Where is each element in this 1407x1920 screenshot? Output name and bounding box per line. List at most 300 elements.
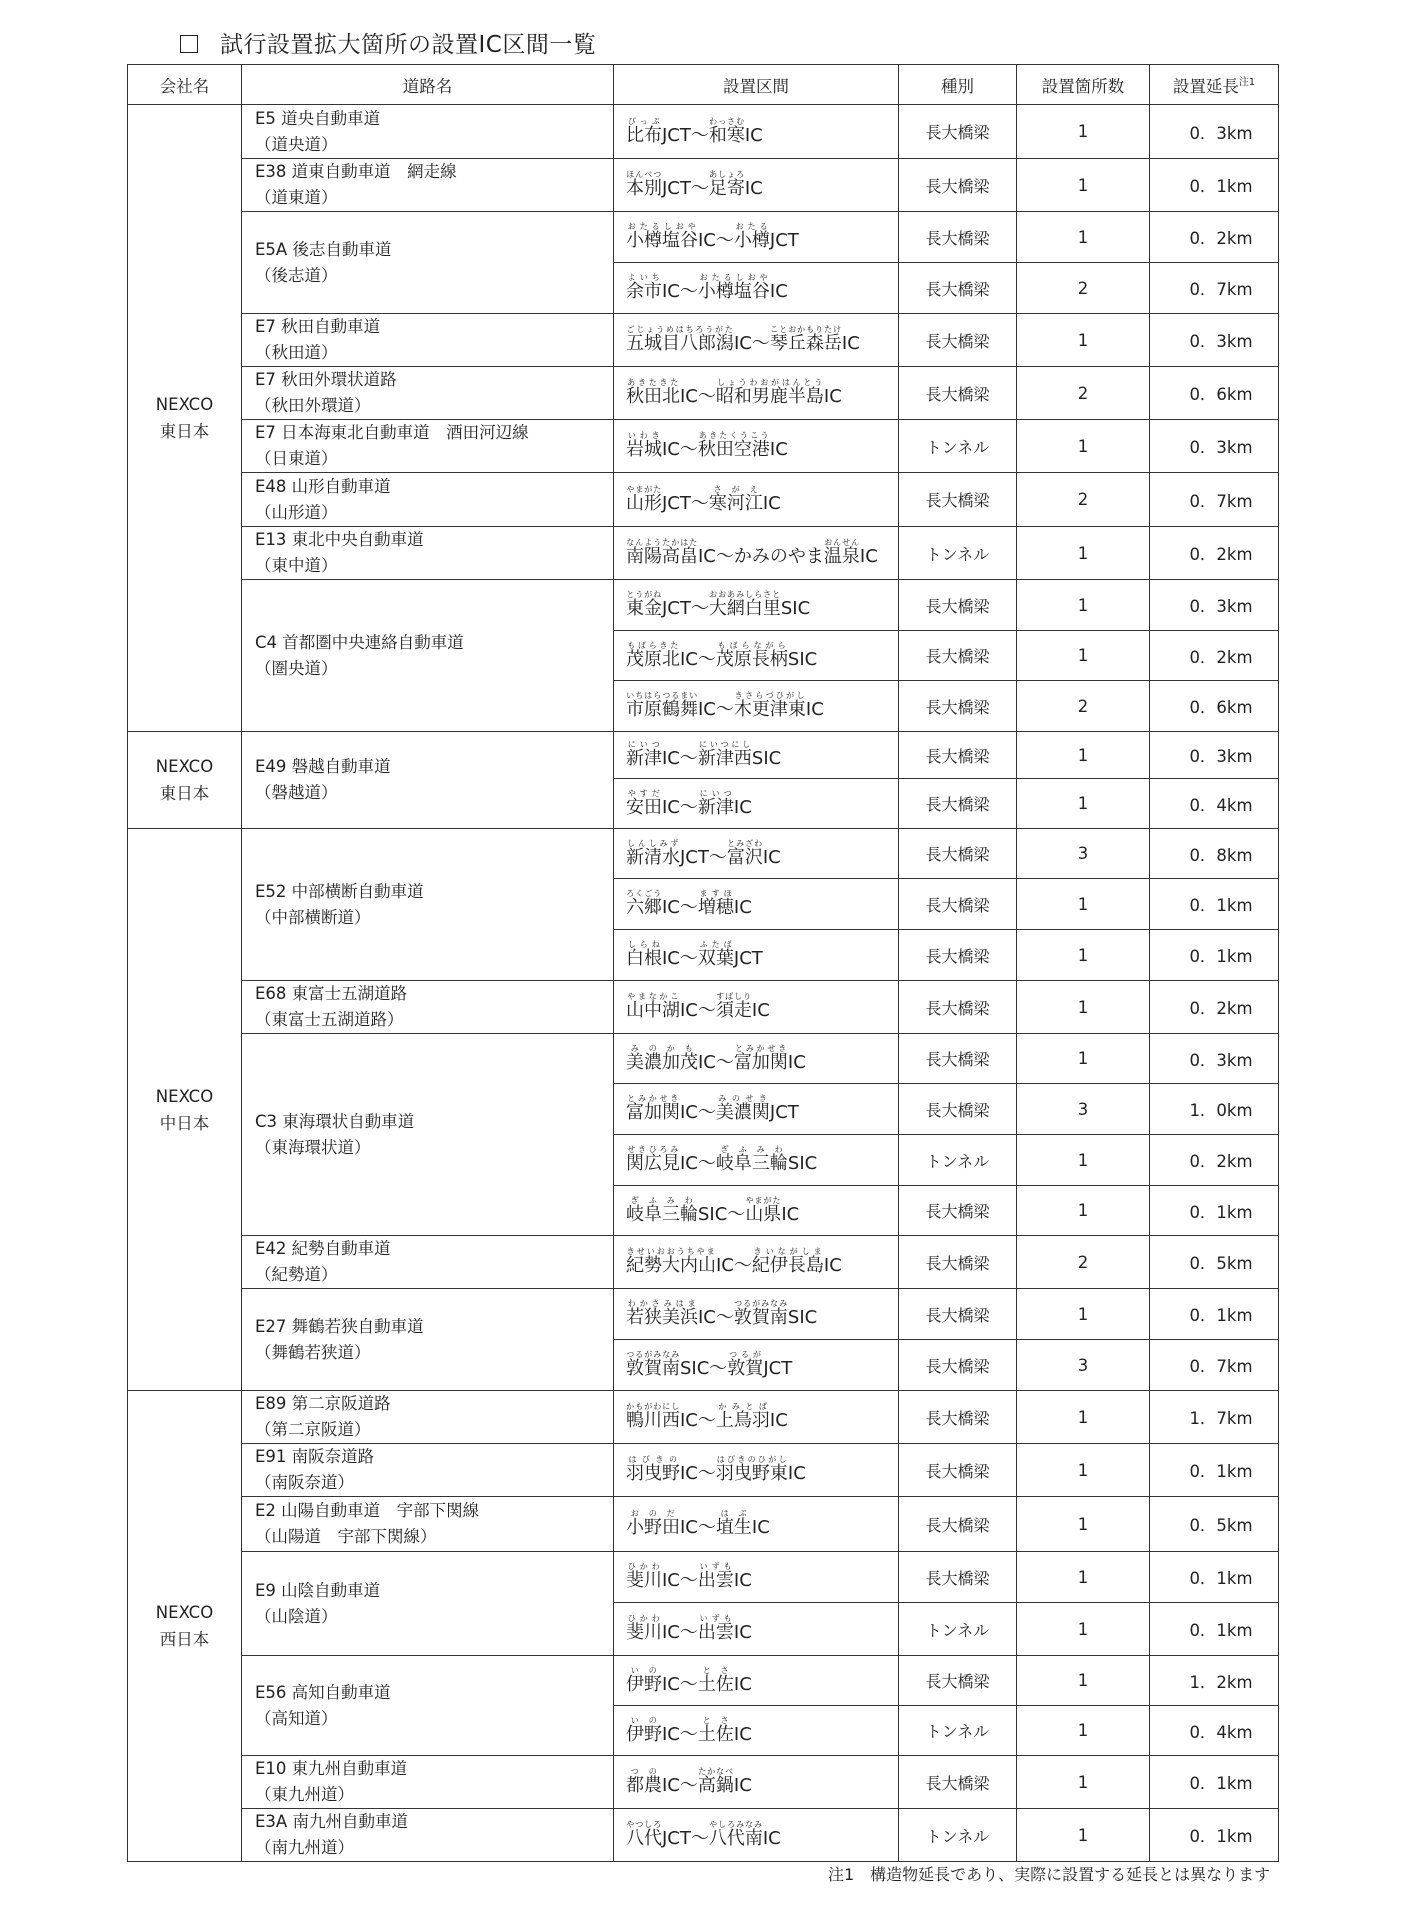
length-cell: 1．2km	[1150, 1656, 1279, 1706]
section-connector: SIC	[780, 598, 811, 619]
section-cell	[614, 1135, 899, 1186]
section-connector: SIC	[787, 1153, 818, 1174]
place-name	[715, 1509, 752, 1538]
place-name	[697, 1767, 734, 1796]
section-connector: IC～	[716, 1255, 752, 1276]
table-row	[128, 1552, 1279, 1603]
place-name	[697, 1715, 734, 1745]
section-connector: SIC	[751, 748, 782, 769]
section-cell	[614, 1289, 899, 1340]
place-reading: つるがみなみ	[733, 1299, 788, 1308]
section-connector: IC～	[662, 1622, 698, 1643]
section-cell	[614, 1391, 899, 1444]
place-name	[626, 1145, 680, 1174]
section-connector: IC～	[680, 1153, 716, 1174]
place-name	[626, 1562, 662, 1591]
length-cell: 1．7km	[1150, 1391, 1279, 1444]
section-connector: JCT	[769, 230, 799, 251]
count-cell: 2	[1017, 1236, 1150, 1289]
road-short-name: （磐越道）	[255, 783, 338, 802]
place-name	[626, 838, 680, 868]
table-row	[128, 1236, 1279, 1289]
place-reading: にいつにし	[697, 740, 752, 749]
place-reading: いずも	[697, 1614, 734, 1623]
place-reading: きいながしま	[751, 1247, 824, 1256]
type-cell: 長大橋梁	[899, 1656, 1017, 1706]
place-kanji: 羽曳野東	[715, 1463, 788, 1484]
header-length-label: 設置延長	[1172, 76, 1239, 96]
count-cell: 2	[1017, 367, 1150, 420]
place-name	[626, 1715, 662, 1745]
road-short-name: （日東道）	[255, 449, 338, 468]
section-text	[626, 222, 799, 252]
count-cell: 1	[1017, 779, 1150, 829]
table-row	[128, 105, 1279, 159]
table-row	[128, 981, 1279, 1034]
place-reading: きせいおおうちやま	[626, 1247, 716, 1256]
section-connector: JCT～	[662, 598, 709, 619]
road-short-name: （東富士五湖道路）	[255, 1010, 404, 1029]
section-connector: IC～	[680, 648, 716, 670]
section-text	[626, 889, 752, 919]
road-short-name: （紀勢道）	[255, 1265, 338, 1284]
count-cell: 1	[1017, 879, 1150, 930]
length-cell: 0．4km	[1150, 1706, 1279, 1756]
section-connector: JCT～	[662, 178, 709, 199]
company-line: 中日本	[159, 1113, 210, 1133]
place-kanji: 出雲	[697, 1622, 734, 1643]
section-text	[626, 691, 824, 721]
count-cell: 1	[1017, 159, 1150, 212]
place-kanji: 上鳥羽	[715, 1410, 770, 1431]
length-cell: 0．3km	[1150, 580, 1279, 631]
place-name	[626, 889, 662, 918]
section-cell	[614, 1656, 899, 1706]
square-bullet-icon	[180, 35, 198, 53]
place-reading: きさらづひがし	[733, 691, 806, 700]
place-kanji: 岐阜三輪	[626, 1203, 698, 1225]
length-cell: 0．1km	[1150, 1603, 1279, 1656]
table-row	[128, 367, 1279, 420]
road-cell	[242, 829, 614, 981]
place-kanji: 羽曳野	[626, 1463, 680, 1484]
place-reading: はびきのひがし	[715, 1455, 788, 1464]
place-reading: しんしみず	[626, 838, 680, 848]
road-cell	[242, 159, 614, 212]
place-name	[697, 431, 770, 460]
count-cell: 1	[1017, 631, 1150, 681]
section-cell	[614, 1809, 899, 1862]
road-name: E68 東富士五湖道路	[255, 984, 408, 1003]
place-kanji: 大網白里	[708, 598, 781, 619]
place-name	[626, 1614, 662, 1643]
ic-section-table	[127, 64, 1279, 1862]
section-connector: IC～	[662, 897, 698, 918]
place-name	[715, 992, 752, 1021]
section-connector: IC～	[734, 333, 770, 354]
road-cell	[242, 1497, 614, 1552]
section-connector: IC	[787, 1463, 806, 1484]
place-name	[626, 691, 698, 720]
place-kanji: 昭和男鹿半島	[715, 386, 824, 407]
section-cell	[614, 829, 899, 879]
count-cell: 1	[1017, 1186, 1150, 1236]
road-name: C3 東海環状自動車道	[255, 1111, 415, 1131]
count-cell: 1	[1017, 1391, 1150, 1444]
place-name	[626, 740, 662, 769]
place-reading: もばらきた	[626, 640, 680, 650]
type-cell: 長大橋梁	[899, 1444, 1017, 1497]
length-cell: 0．1km	[1150, 1289, 1279, 1340]
type-cell: 長大橋梁	[899, 1552, 1017, 1603]
count-cell: 1	[1017, 1706, 1150, 1756]
road-name: E89 第二京阪道路	[255, 1394, 391, 1413]
table-row	[128, 1809, 1279, 1862]
count-cell: 1	[1017, 1289, 1150, 1340]
type-cell: 長大橋梁	[899, 105, 1017, 159]
place-reading: さがえ	[708, 484, 763, 494]
table-row	[128, 212, 1279, 263]
place-kanji: 本別	[626, 178, 662, 199]
place-kanji: 秋田空港	[697, 439, 770, 460]
section-connector: JCT	[769, 1102, 799, 1123]
section-connector: IC	[769, 281, 788, 302]
section-connector: IC～	[662, 1775, 698, 1796]
document-title	[180, 26, 596, 59]
place-name	[626, 170, 662, 199]
section-connector: IC	[733, 1775, 752, 1796]
road-cell	[242, 367, 614, 420]
type-cell: トンネル	[899, 1603, 1017, 1656]
place-name	[626, 1509, 680, 1538]
section-connector: IC	[823, 1255, 842, 1276]
place-kanji: 五城目八郎潟	[626, 333, 734, 354]
type-cell: 長大橋梁	[899, 879, 1017, 930]
place-reading: わっさむ	[708, 116, 745, 126]
place-name	[626, 222, 698, 251]
place-name	[751, 1247, 824, 1276]
section-cell	[614, 1444, 899, 1497]
place-reading: ひかわ	[626, 1614, 662, 1623]
section-connector: IC	[762, 492, 781, 514]
type-cell: 長大橋梁	[899, 159, 1017, 212]
section-connector: JCT	[733, 948, 763, 969]
company-line: 東日本	[159, 422, 210, 441]
place-reading: あしょろ	[708, 170, 745, 179]
count-cell: 1	[1017, 1603, 1150, 1656]
road-cell	[242, 105, 614, 159]
road-cell	[242, 1289, 614, 1391]
place-kanji: 斐川	[626, 1622, 662, 1643]
road-short-name: （東九州道）	[255, 1785, 354, 1804]
section-text	[626, 940, 763, 970]
place-name	[715, 1455, 788, 1484]
place-reading: いの	[626, 1665, 662, 1675]
section-cell	[614, 1497, 899, 1552]
type-cell: 長大橋梁	[899, 1186, 1017, 1236]
type-cell: 長大橋梁	[899, 1391, 1017, 1444]
road-cell	[242, 1809, 614, 1862]
place-kanji: 須走	[715, 1000, 752, 1021]
section-connector: IC	[769, 1410, 788, 1431]
count-cell: 1	[1017, 930, 1150, 981]
type-cell: 長大橋梁	[899, 1756, 1017, 1809]
type-cell: トンネル	[899, 527, 1017, 580]
place-reading: おたるしおや	[626, 222, 698, 231]
place-reading: ひかわ	[626, 1562, 662, 1571]
road-name: E56 高知自動車道	[255, 1682, 391, 1702]
table-row	[128, 1289, 1279, 1340]
road-short-name: （第二京阪道）	[255, 1420, 371, 1439]
place-name	[626, 325, 734, 354]
length-cell: 0．1km	[1150, 1756, 1279, 1809]
place-reading: あきたくうこう	[697, 431, 770, 440]
place-reading: かみとば	[715, 1402, 770, 1411]
place-reading: やまがた	[626, 484, 662, 494]
footnote: 注1 構造物延長であり、実際に設置する延長とは異なります	[828, 1865, 1271, 1884]
place-reading: おたるしおや	[697, 273, 770, 282]
section-connector: IC	[733, 1570, 752, 1591]
company-line: NEXCO	[155, 1603, 214, 1622]
section-connector: IC～	[662, 439, 698, 460]
section-text	[626, 1402, 788, 1432]
place-kanji: 温泉	[823, 546, 860, 567]
road-name: E49 磐越自動車道	[255, 757, 391, 776]
place-reading: ほんべつ	[626, 170, 662, 179]
place-kanji: 新津	[626, 748, 662, 769]
type-cell: 長大橋梁	[899, 1497, 1017, 1552]
place-name	[626, 1767, 662, 1796]
section-connector: IC	[733, 1723, 752, 1745]
section-connector: IC～	[698, 1307, 734, 1328]
section-cell	[614, 1236, 899, 1289]
length-cell: 0．4km	[1150, 779, 1279, 829]
place-name	[626, 640, 680, 670]
table-row	[128, 420, 1279, 473]
title-text: 試行設置拡大箇所の設置IC区間一覧	[220, 32, 597, 58]
place-reading: ぎふみわ	[626, 1195, 698, 1205]
road-short-name: （山陽道 宇部下関線）	[255, 1527, 437, 1546]
place-kanji: 埴生	[715, 1517, 752, 1538]
length-cell: 0．1km	[1150, 159, 1279, 212]
count-cell: 1	[1017, 1034, 1150, 1084]
section-connector: IC	[769, 439, 788, 460]
type-cell: トンネル	[899, 420, 1017, 473]
place-reading: おのだ	[626, 1509, 680, 1518]
road-name: E48 山形自動車道	[255, 476, 391, 496]
section-connector: JCT	[763, 1358, 793, 1379]
section-cell	[614, 1186, 899, 1236]
section-cell	[614, 473, 899, 527]
company-cell	[128, 1391, 242, 1862]
section-cell	[614, 159, 899, 212]
road-short-name: （道央道）	[255, 134, 338, 154]
table-row	[128, 527, 1279, 580]
company-line: NEXCO	[155, 757, 214, 776]
section-text	[626, 1716, 752, 1746]
place-kanji: 木更津東	[733, 699, 806, 720]
header-length-note: 注1	[1238, 76, 1256, 88]
section-connector: IC	[733, 1622, 752, 1643]
section-cell	[614, 212, 899, 263]
section-connector: IC～	[680, 1102, 716, 1123]
place-kanji: 新清水	[626, 846, 680, 868]
count-cell: 1	[1017, 1135, 1150, 1186]
length-cell: 0．5km	[1150, 1497, 1279, 1552]
section-text	[626, 378, 842, 408]
length-cell: 0．1km	[1150, 1809, 1279, 1862]
section-text	[626, 1820, 781, 1850]
length-cell: 0．6km	[1150, 367, 1279, 420]
type-cell: トンネル	[899, 1135, 1017, 1186]
type-cell: トンネル	[899, 1809, 1017, 1862]
type-cell: 長大橋梁	[899, 580, 1017, 631]
section-connector: IC	[823, 386, 842, 407]
count-cell: 1	[1017, 212, 1150, 263]
place-name	[626, 1350, 680, 1379]
section-text	[626, 992, 770, 1022]
section-cell	[614, 930, 899, 981]
section-connector: SIC	[787, 648, 818, 670]
place-name	[823, 538, 860, 567]
company-cell	[128, 105, 242, 732]
place-kanji: 紀勢大内山	[626, 1255, 716, 1276]
place-name	[626, 484, 662, 514]
type-cell: 長大橋梁	[899, 981, 1017, 1034]
place-name	[626, 590, 662, 619]
section-connector: IC	[762, 846, 781, 868]
type-cell: 長大橋梁	[899, 212, 1017, 263]
table-row	[128, 314, 1279, 367]
road-name: C4 首都圏中央連絡自動車道	[255, 632, 464, 652]
section-cell	[614, 879, 899, 930]
place-kanji: 富加関	[626, 1102, 680, 1123]
length-cell: 0．3km	[1150, 732, 1279, 779]
count-cell: 3	[1017, 1084, 1150, 1135]
company-line: 東日本	[159, 784, 210, 803]
place-name	[708, 116, 745, 146]
section-cell	[614, 314, 899, 367]
place-kanji: 斐川	[626, 1570, 662, 1591]
count-cell: 1	[1017, 1552, 1150, 1603]
place-name	[708, 170, 745, 199]
section-cell	[614, 732, 899, 779]
place-name	[697, 740, 752, 769]
section-connector: IC～	[662, 1723, 698, 1745]
place-reading: とみかせき	[733, 1043, 788, 1053]
section-connector: IC～かみのやま	[698, 546, 824, 567]
place-reading: いわき	[626, 431, 662, 440]
place-reading: やしろみなみ	[708, 1820, 763, 1829]
section-cell	[614, 1603, 899, 1656]
place-kanji: 新津西	[697, 748, 752, 769]
length-cell: 0．2km	[1150, 1135, 1279, 1186]
table-row	[128, 829, 1279, 879]
table-row	[128, 1391, 1279, 1444]
section-text	[626, 1094, 799, 1124]
section-connector: IC～	[680, 1463, 716, 1484]
place-kanji: 高鍋	[697, 1775, 734, 1796]
section-connector: IC	[859, 546, 878, 567]
place-kanji: 敦賀南	[626, 1358, 680, 1379]
header-company: 会社名	[128, 65, 242, 105]
type-cell: 長大橋梁	[899, 1034, 1017, 1084]
place-name	[715, 378, 824, 407]
section-connector: SIC	[787, 1307, 818, 1328]
place-kanji: 新津	[697, 796, 734, 818]
section-text	[626, 117, 763, 147]
place-reading: やつしろ	[626, 1820, 662, 1829]
place-reading: はびきの	[626, 1455, 680, 1464]
section-connector: IC～	[662, 748, 698, 769]
road-short-name: （秋田道）	[255, 343, 338, 362]
place-reading: とさ	[697, 1715, 734, 1725]
section-connector: IC～	[680, 1517, 716, 1538]
length-cell: 0．1km	[1150, 1444, 1279, 1497]
section-connector: JCT～	[662, 1828, 709, 1849]
length-cell: 0．7km	[1150, 473, 1279, 527]
road-short-name: （舞鶴若狭道）	[255, 1342, 371, 1362]
header-count: 設置箇所数	[1017, 65, 1150, 105]
place-name	[715, 1094, 770, 1123]
road-short-name: （圏央道）	[255, 658, 338, 678]
count-cell: 1	[1017, 981, 1150, 1034]
place-reading: ごじょうめはちろうがた	[626, 325, 734, 334]
section-connector: IC～	[662, 796, 698, 818]
place-reading: とみざわ	[726, 838, 763, 848]
place-kanji: 都農	[626, 1775, 662, 1796]
length-cell: 0．8km	[1150, 829, 1279, 879]
place-reading: おおあみしらさと	[708, 590, 781, 599]
place-reading: ことおかもりたけ	[769, 325, 842, 334]
place-kanji: 伊野	[626, 1723, 662, 1745]
place-kanji: 茂原長柄	[715, 648, 788, 670]
place-name	[733, 1043, 788, 1073]
count-cell: 1	[1017, 1656, 1150, 1706]
road-short-name: （道東道）	[255, 188, 338, 207]
length-cell: 0．3km	[1150, 314, 1279, 367]
table-row	[128, 1444, 1279, 1497]
section-connector: IC	[762, 1828, 781, 1849]
place-reading: たかなべ	[697, 1767, 734, 1776]
section-text	[626, 1509, 770, 1539]
type-cell: 長大橋梁	[899, 314, 1017, 367]
road-cell	[242, 580, 614, 732]
place-reading: おんせん	[823, 538, 860, 547]
place-kanji: 足寄	[708, 178, 745, 199]
road-short-name: （中部横断道）	[255, 907, 371, 927]
section-cell	[614, 1552, 899, 1603]
section-connector: IC	[751, 1517, 770, 1538]
section-text	[626, 325, 860, 355]
place-name	[733, 222, 770, 251]
road-name: E5 道央自動車道	[255, 108, 381, 128]
road-name: E3A 南九州自動車道	[255, 1812, 408, 1831]
section-connector: IC～	[680, 1000, 716, 1021]
place-name	[697, 273, 770, 302]
place-name	[726, 838, 763, 868]
place-kanji: 富沢	[726, 846, 763, 868]
type-cell: 長大橋梁	[899, 263, 1017, 314]
section-text	[626, 1044, 806, 1074]
place-reading: みのかも	[626, 1043, 698, 1053]
place-kanji: 美濃関	[715, 1102, 770, 1123]
section-connector: IC	[787, 1051, 806, 1073]
place-kanji: 安田	[626, 796, 662, 818]
section-cell	[614, 681, 899, 732]
section-text	[626, 170, 763, 200]
length-cell: 0．6km	[1150, 681, 1279, 732]
